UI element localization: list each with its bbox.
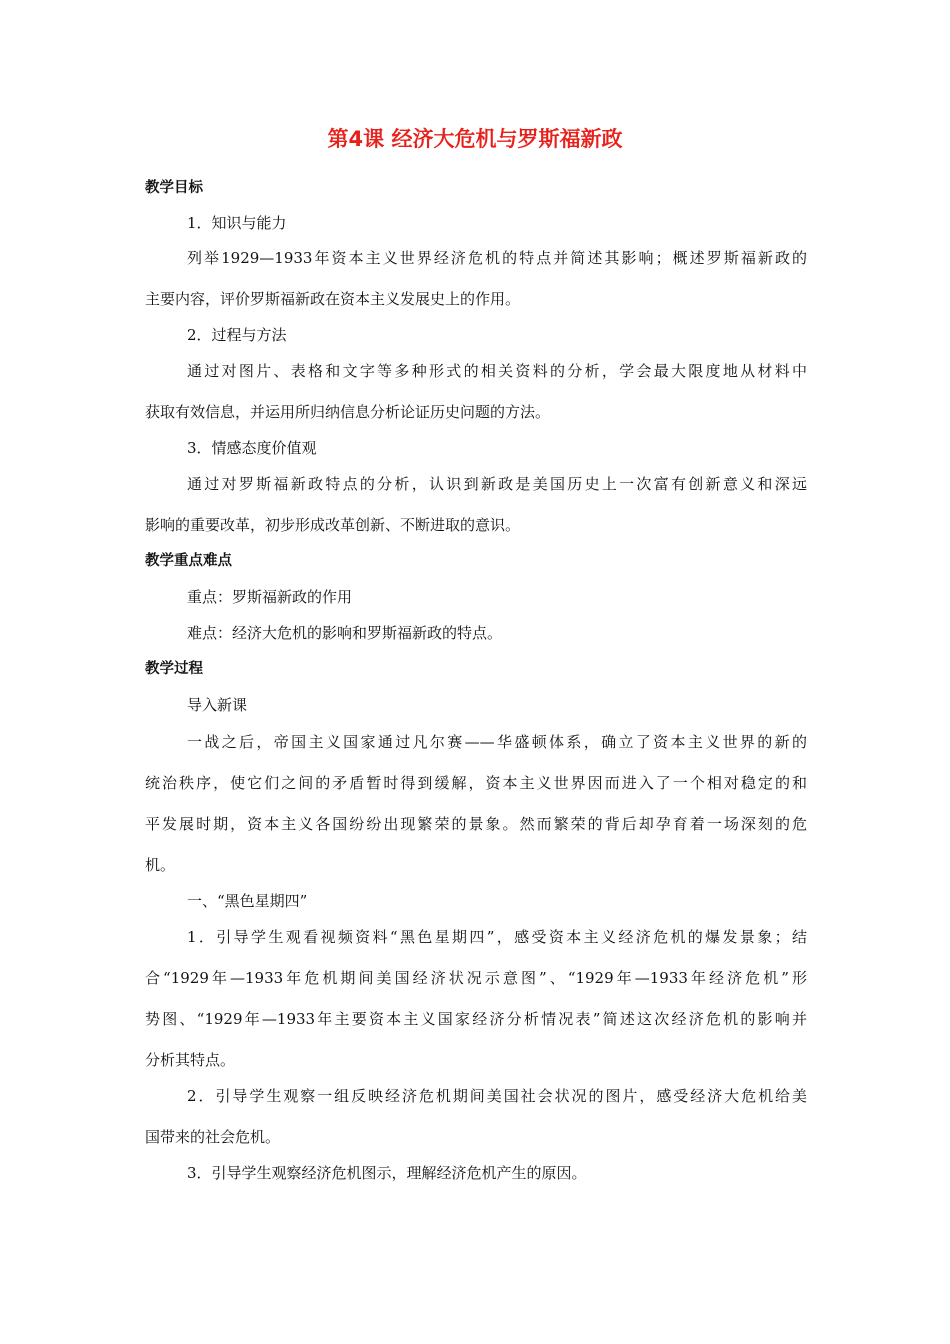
paragraph-line: 机。 bbox=[145, 856, 176, 874]
paragraph-line: 合“1929年—1933年危机期间美国经济状况示意图”、“1929年—1933年经济危机”形 bbox=[145, 969, 807, 987]
page-title: 第4课 经济大危机与罗斯福新政 bbox=[327, 127, 623, 151]
paragraph-line: 主要内容，评价罗斯福新政在资本主义发展史上的作用。 bbox=[145, 290, 521, 308]
paragraph-line: 国带来的社会危机。 bbox=[145, 1128, 281, 1146]
paragraph-line: 统治秩序，使它们之间的矛盾暂时得到缓解，资本主义世界因而进入了一个相对稳定的和 bbox=[145, 774, 807, 792]
subheading-values: 3．情感态度价值观 bbox=[187, 439, 317, 457]
paragraph-line: 2．引导学生观察一组反映经济危机期间美国社会状况的图片，感受经济大危机给美 bbox=[187, 1087, 807, 1105]
subheading-intro: 导入新课 bbox=[187, 696, 248, 714]
subheading-knowledge: 1．知识与能力 bbox=[187, 214, 287, 232]
paragraph-line: 势图、“1929年—1933年主要资本主义国家经济分析情况表”简述这次经济危机的影响并 bbox=[145, 1010, 807, 1028]
section-heading-objectives: 教学目标 bbox=[145, 180, 203, 196]
section-heading-process: 教学过程 bbox=[145, 661, 203, 677]
paragraph-line: 通过对罗斯福新政特点的分析，认识到新政是美国历史上一次富有创新意义和深远 bbox=[187, 475, 807, 493]
paragraph-line: 3．引导学生观察经济危机图示，理解经济危机产生的原因。 bbox=[187, 1164, 587, 1182]
paragraph-line: 列举1929—1933年资本主义世界经济危机的特点并简述其影响；概述罗斯福新政的 bbox=[187, 249, 807, 267]
paragraph-line: 获取有效信息，并运用所归纳信息分析论证历史问题的方法。 bbox=[145, 403, 551, 421]
section-heading-key-points: 教学重点难点 bbox=[145, 553, 232, 569]
subheading-process: 2．过程与方法 bbox=[187, 326, 287, 344]
paragraph-line: 平发展时期，资本主义各国纷纷出现繁荣的景象。然而繁荣的背后却孕育着一场深刻的危 bbox=[145, 815, 807, 833]
paragraph-line: 影响的重要改革，初步形成改革创新、不断进取的意识。 bbox=[145, 516, 521, 534]
key-point-line: 重点：罗斯福新政的作用 bbox=[187, 588, 353, 606]
paragraph-line: 通过对图片、表格和文字等多种形式的相关资料的分析，学会最大限度地从材料中 bbox=[187, 362, 807, 380]
paragraph-line: 1．引导学生观看视频资料“黑色星期四”，感受资本主义经济危机的爆发景象；结 bbox=[187, 928, 807, 946]
paragraph-line: 一战之后，帝国主义国家通过凡尔赛——华盛顿体系，确立了资本主义世界的新的 bbox=[187, 733, 807, 751]
subheading-black-thursday: 一、“黑色星期四” bbox=[187, 892, 308, 910]
difficulty-line: 难点：经济大危机的影响和罗斯福新政的特点。 bbox=[187, 624, 503, 642]
paragraph-line: 分析其特点。 bbox=[145, 1051, 236, 1069]
